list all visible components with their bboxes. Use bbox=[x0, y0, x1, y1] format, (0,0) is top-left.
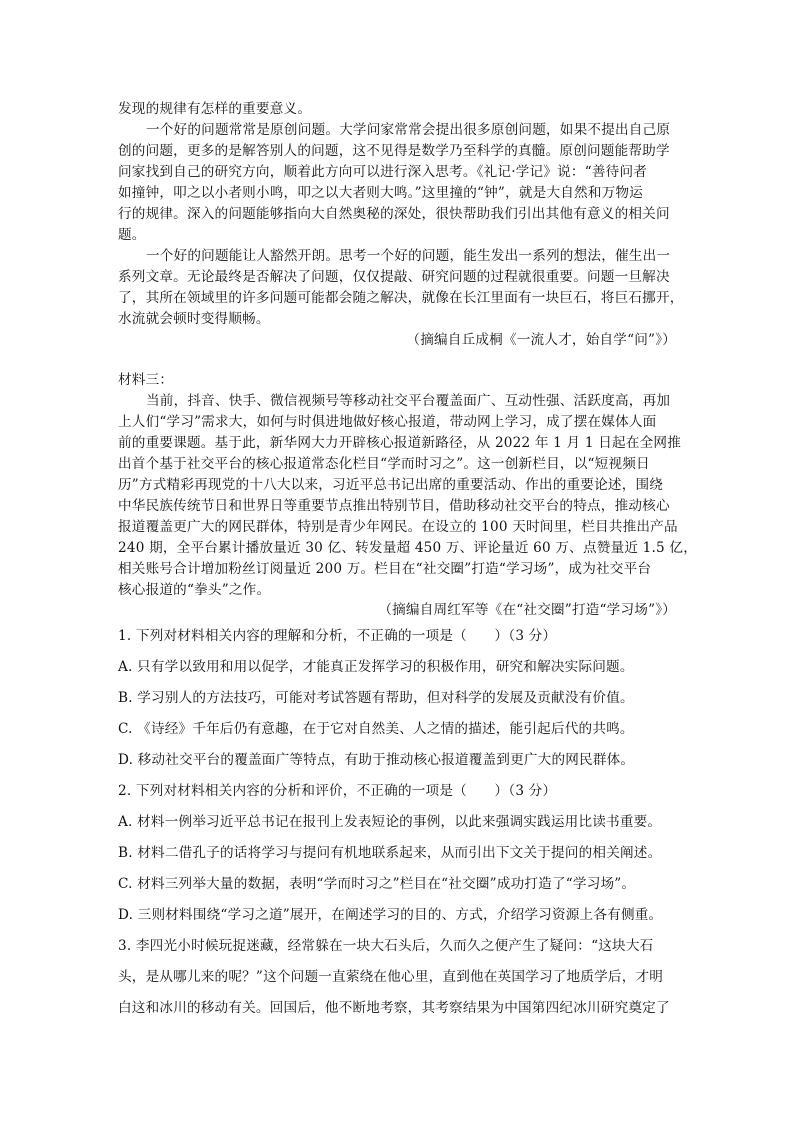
paragraph-line: 前的重要课题。基于此，新华网大力开辟核心报道新路径，从 2022 年 1 月 1 日起在全网推 bbox=[118, 435, 681, 451]
question-3-line: 头，是从哪儿来的呢？”这个问题一直萦绕在他心里，直到他在英国学习了地质学后，才明 bbox=[118, 969, 664, 985]
paragraph-line: 水流就会顿时变得顺畅。 bbox=[118, 311, 270, 327]
paragraph-line: 创的问题，更多的是解答别人的问题，这不见得是数学乃至科学的真髓。原创问题能帮助学 bbox=[118, 143, 670, 159]
question-2: 2. 下列对材料相关内容的分析和评价，不正确的一项是（ ）（3 分） bbox=[118, 783, 557, 799]
paragraph-line: 如撞钟，叩之以小者则小鸣，叩之以大者则大鸣。”这里撞的“钟”，就是大自然和万物运 bbox=[118, 185, 644, 201]
option-1d: D. 移动社交平台的覆盖面广等特点，有助于推动核心报道覆盖到更广大的网民群体。 bbox=[118, 752, 635, 768]
paragraph-line: 当前，抖音、快手、微信视频号等移动社交平台覆盖面广、互动性强、活跃度高，再加 bbox=[146, 393, 671, 409]
question-3: 3. 李四光小时候玩捉迷藏，经常躲在一块大石头后，久而久之便产生了疑问：“这块大石 bbox=[118, 938, 654, 954]
source-citation: （摘编自丘成桐《一流人才，始自学“问”》） bbox=[406, 332, 676, 348]
paragraph-line: 问家找到自己的研究方向，顺着此方向可以进行深入思考。《礼记·学记》说：“善待问者 bbox=[118, 164, 648, 180]
source-citation: （摘编自周红军等《在“社交圈”打造“学习场”》） bbox=[378, 602, 676, 618]
option-2d: D. 三则材料围绕“学习之道”展开，在阐述学习的目的、方式，介绍学习资源上各有侧重。 bbox=[118, 907, 663, 923]
paragraph-line: 240 期，全平台累计播放量近 30 亿、转发量超 450 万、评论量近 60 万、点赞量近 1.5 亿， bbox=[118, 540, 697, 556]
question-3-line: 白这和冰川的移动有关。回国后，他不断地考察，其考察结果为中国第四纪冰川研究奠定了 bbox=[118, 1000, 670, 1016]
paragraph-line: 系列文章。无论最终是否解决了问题，仅仅提敲、研究问题的过程就很重要。问题一旦解决 bbox=[118, 269, 670, 285]
option-2a: A. 材料一例举习近平总书记在报刊上发表短论的事例，以此来强调实践运用比读书重要。 bbox=[118, 814, 662, 830]
paragraph-line: 相关账号合计增加粉丝订阅量近 200 万。栏目在“社交圈”打造“学习场”，成为社交平台 bbox=[118, 561, 652, 577]
option-2b: B. 材料二借孔子的话将学习与提问有机地联系起来，从而引出下文关于提问的相关阐述。 bbox=[118, 845, 662, 861]
paragraph-line: 一个好的问题常常是原创问题。大学问家常常会提出很多原创问题，如果不提出自己原 bbox=[146, 122, 671, 138]
paragraph-line: 核心报道的“拳头”之作。 bbox=[118, 582, 271, 598]
paragraph-line: 一个好的问题能让人豁然开朗。思考一个好的问题，能生发出一系列的想法，催生出一 bbox=[146, 248, 671, 264]
option-1b: B. 学习别人的方法技巧，可能对考试答题有帮助，但对科学的发展及贡献没有价值。 bbox=[118, 690, 634, 706]
option-1c: C. 《诗经》千年后仍有意趣，在于它对自然美、人之情的描述，能引起后代的共鸣。 bbox=[118, 721, 634, 737]
paragraph-line: 了，其所在领域里的许多问题可能都会随之解决，就像在长江里面有一块巨石，将巨石挪开， bbox=[118, 290, 684, 306]
option-1a: A. 只有学以致用和用以促学，才能真正发挥学习的积极作用，研究和解决实际问题。 bbox=[118, 659, 634, 675]
paragraph-line: 出首个基于社交平台的核心报道常态化栏目“学而时习之”。这一创新栏目，以“短视频日 bbox=[118, 456, 650, 472]
paragraph-line: 上人们“学习”需求大，如何与时俱进地做好核心报道，带动网上学习，成了摆在媒体人面 bbox=[118, 414, 657, 430]
paragraph-line: 报道覆盖更广大的网民群体，特别是青少年网民。在设立的 100 天时间里，栏目共推出产品 bbox=[118, 519, 678, 535]
paragraph-line: 发现的规律有怎样的重要意义。 bbox=[118, 101, 312, 117]
paragraph-line: 题。 bbox=[118, 227, 146, 243]
paragraph-line: 行的规律。深入的问题能够指向大自然奥秘的深处，很快帮助我们引出其他有意义的相关问 bbox=[118, 206, 670, 222]
paragraph-line: 历”方式精彩再现党的十八大以来，习近平总书记出席的重要活动、作出的重要论述，围绕 bbox=[118, 477, 664, 493]
paragraph-line: 中华民族传统节日和世界日等重要节点推出特别节目，借助移动社交平台的特点，推动核心 bbox=[118, 498, 670, 514]
question-1: 1. 下列对材料相关内容的理解和分析，不正确的一项是（ ）（3 分） bbox=[118, 628, 557, 644]
section-heading: 材料三： bbox=[118, 372, 174, 388]
option-2c: C. 材料三列举大量的数据，表明“学而时习之”栏目在“社交圈”成功打造了“学习场”。 bbox=[118, 876, 636, 892]
